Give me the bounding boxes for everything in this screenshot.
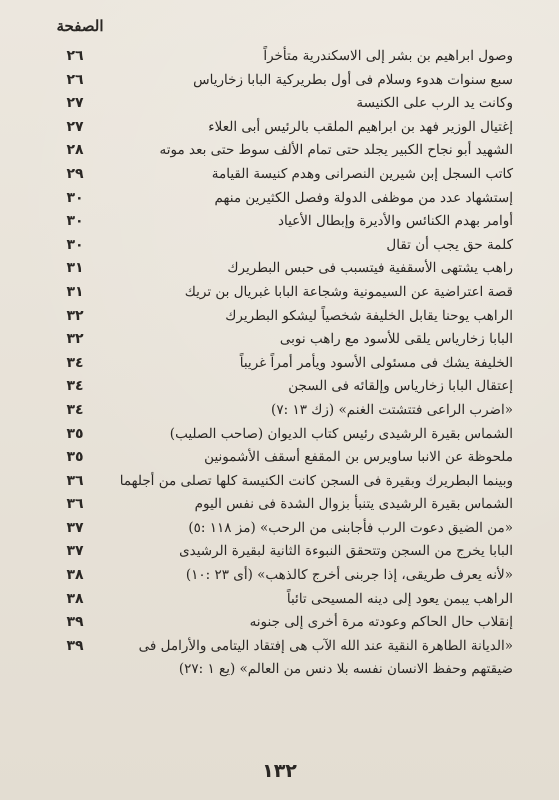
toc-row	[0, 423, 559, 447]
toc-row	[0, 92, 559, 116]
toc-entry-title: الشماس بقيرة الرشيدى رئيس كتاب الديوان (صاحب الصليب)	[169, 425, 513, 442]
toc-row	[0, 139, 559, 163]
toc-row	[0, 328, 559, 352]
toc-row	[0, 352, 559, 376]
toc-page-number: ٣٠	[66, 236, 84, 253]
toc-row	[0, 399, 559, 423]
toc-page-number: ٣٨	[66, 590, 84, 607]
toc-page-number: ٢٦	[66, 48, 84, 64]
toc-entry-title: الراهب يبمن يعود إلى دينه المسيحى تائباً	[286, 590, 513, 607]
toc-entry-title: إنقلاب حال الحاكم وعودته مرة أخرى إلى جنونه	[249, 614, 513, 631]
toc-page-number: ٣١	[66, 260, 84, 277]
toc-page-number: ٢٧	[66, 95, 84, 112]
toc-page-number: ٢٨	[66, 142, 84, 159]
toc-entry-title: «الديانة الطاهرة النقية عند الله الآب هى إفتقاد اليتامى والأرامل فى	[138, 637, 513, 654]
toc-page-number: ٢٦	[66, 71, 84, 88]
toc-page-number: ٣٥	[66, 425, 84, 442]
toc-page-number: ٣٤	[66, 378, 84, 395]
toc-row	[0, 517, 559, 541]
toc-entry-title: إغتيال الوزير فهد بن ابراهيم الملقب بالرئيس أبى العلاء	[208, 118, 513, 135]
toc-entry-title: الراهب يوحنا يقابل الخليفة شخصياً ليشكو البطريرك	[225, 307, 513, 324]
toc-entry-title: وبينما البطريرك وبقيرة فى السجن كانت الكنيسة كلها تصلى من أجلهما	[119, 472, 513, 489]
toc-entry-title: الشماس بقيرة الرشيدى يتنبأ بزوال الشدة فى نفس اليوم	[194, 496, 513, 513]
toc-row	[0, 635, 559, 659]
toc-entry-title: قصة اعتراضية عن السيمونية وشجاعة البابا غبريال بن تريك	[184, 283, 513, 300]
toc-row	[0, 564, 559, 588]
toc-row	[0, 69, 559, 93]
toc-row	[0, 210, 559, 234]
toc-entry-title: «اضرب الراعى فتتشتت الغنم» (زك ١٣ :٧)	[271, 401, 513, 418]
toc-page-number: ٣٥	[66, 449, 84, 466]
toc-entry-title: إعتقال البابا زخارياس وإلقائه فى السجن	[288, 378, 513, 395]
toc-row	[0, 470, 559, 494]
toc-entry-title: الشهيد أبو نجاح الكبير يجلد حتى تمام الألف سوط حتى بعد موته	[159, 142, 513, 159]
toc-entry-title: البابا يخرج من السجن وتتحقق النبوءة الثانية لبقيرة الرشيدى	[179, 543, 513, 560]
toc-row	[0, 281, 559, 305]
toc-row	[0, 116, 559, 140]
toc-entry-title: ضيقتهم وحفظ الانسان نفسه بلا دنس من العالم» (يع ١ :٢٧)	[178, 661, 513, 678]
toc-page-number: ٣١	[66, 283, 84, 300]
toc-row	[0, 540, 559, 564]
toc-page-number: ٣٨	[66, 567, 84, 584]
toc-page-number: ٣٩	[66, 637, 84, 654]
toc-page-number: ٢٧	[66, 118, 84, 135]
toc-page-number: ٣٤	[66, 354, 84, 371]
toc-entry-title: راهب يشتهى الأسقفية فيتسبب فى حبس البطريرك	[227, 260, 513, 277]
toc-row	[0, 305, 559, 329]
toc-row	[0, 187, 559, 211]
toc-row	[0, 658, 559, 682]
toc-entry-title: ملحوظة عن الانبا ساويرس بن المقفع أسقف الأشمونين	[204, 449, 513, 466]
toc-page-number: ٣٠	[66, 213, 84, 230]
toc-row	[0, 446, 559, 470]
toc-page-number: ٣٠	[66, 189, 84, 206]
toc-entry-title: «لأنه يعرف طريقى، إذا جربنى أخرج كالذهب» (أى ٢٣ :١٠)	[185, 567, 513, 584]
toc-entry-title: البابا زخارياس يلقى للأسود مع راهب نوبى	[279, 331, 513, 348]
toc-entry-title: كاتب السجل إبن شيرين النصرانى وهدم كنيسة القيامة	[211, 165, 513, 182]
toc-entry-title: وكانت يد الرب على الكنيسة	[356, 95, 513, 112]
page-column-header: الصفحة	[56, 17, 104, 35]
toc-page-number: ٣٢	[66, 307, 84, 324]
toc-page-number: ٣٩	[66, 614, 84, 631]
toc-page-number: ٣٧	[66, 519, 84, 536]
toc-entry-title: «من الضيق دعوت الرب فأجابنى من الرحب» (مز ١١٨ :٥)	[188, 519, 513, 536]
toc-row	[0, 375, 559, 399]
toc-page-number: ٣٦	[66, 472, 84, 489]
toc-entry-title: أوامر بهدم الكنائس والأديرة وإبطال الأعياد	[277, 213, 513, 230]
toc-entry-title: إستشهاد عدد من موظفى الدولة وفصل الكثيرين منهم	[214, 189, 513, 206]
page-number: ١٣٢	[262, 760, 297, 782]
toc-row	[0, 588, 559, 612]
toc-page-number: ٢٩	[66, 165, 84, 182]
toc-page-number: ٣٧	[66, 543, 84, 560]
toc-entry-title: كلمة حق يجب أن تقال	[386, 236, 513, 253]
toc-page-number: ٣٢	[66, 331, 84, 348]
toc-page-number: ٣٤	[66, 401, 84, 418]
toc-row	[0, 234, 559, 258]
toc-entry-title: وصول ابراهيم بن بشر إلى الاسكندرية متأخراً	[263, 48, 513, 64]
toc-row	[0, 257, 559, 281]
toc-row	[0, 493, 559, 517]
toc-row	[0, 611, 559, 635]
toc-row	[0, 45, 559, 69]
toc-entry-title: الخليفة يشك فى مسئولى الأسود ويأمر أمراً غريباً	[239, 354, 513, 371]
toc-row	[0, 163, 559, 187]
toc-entry-title: سبع سنوات هدوء وسلام فى أول بطريركية البابا زخارياس	[193, 71, 513, 88]
toc-page-number: ٣٦	[66, 496, 84, 513]
table-of-contents	[0, 45, 559, 750]
